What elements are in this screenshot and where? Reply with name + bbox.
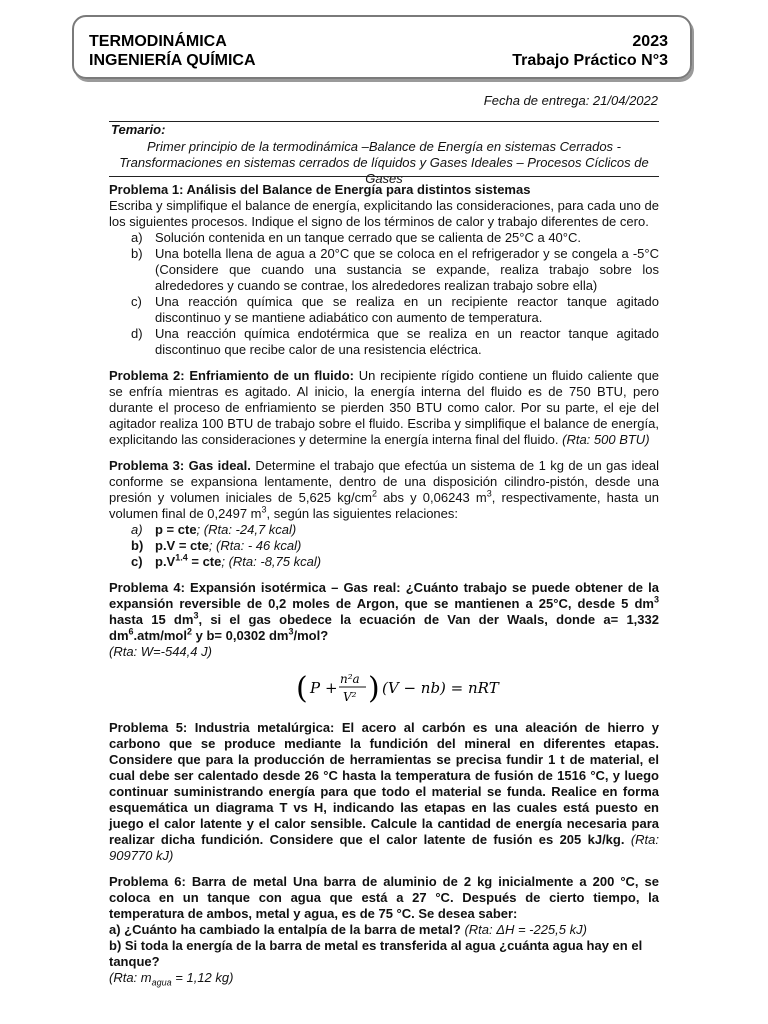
problem-6-statement [109,874,659,922]
list-item: c) $p.V^{1.4}$ = cte; (Rta: -8,75 kcal) [131,552,322,569]
problem-4 [109,580,659,710]
list-item: c) Una reacción química que se realiza en un recipiente reactor tanque agitado discontinuo y se mantiene adiabático con aumento de temperatura. [131,294,659,325]
equation-p: P [310,679,321,697]
problem-6-title: Problema 6: Barra de metal [109,874,287,889]
header-box [72,15,692,79]
assignment-title: Trabajo Práctico N°3 [512,52,668,69]
divider-bottom [109,176,659,177]
problem-5-text: El acero al carbón es una aleación de hierro y carbono que se produce mediante la fundición del mineral en diferentes etapas. Considere que para la producción de herramientas se precisa fundir 1 t de material, el cual debe ser calentado desde 26 °C hasta la temperatura de fusión de 1516 °C, y luego continuar suministrando energía para que todo el material se funda. Realice en forma esquemática un diagrama T vs H, indicando las etapas en las cuales está puesto en juego el calor latente y el calor sensible. Calcule la cantidad de energía necesaria para realizar dicha fundición. Considere que el calor latente de fusión es 205 kJ/kg. [109,720,659,847]
problem-1 [109,182,659,358]
temario-text: Primer principio de la termodinámica –Balance de Energía en sistemas Cerrados - Transformaciones en sistemas cerrados de líquidos y Gases Ideales – Procesos Cíclicos de Gases [119,139,649,186]
problem-6-text: Una barra de aluminio de 2 kg inicialmente a 200 °C, se coloca en un tanque con agua que está a 27 °C. Después de cierto tiempo, la temperatura de ambos, metal y agua, es de 75 °C. Se desea saber: [109,874,659,921]
problem-3-title: Problema 3: Gas ideal. [109,458,251,473]
problem-4-title: Problema 4: Expansión isotérmica – Gas real: [109,580,401,595]
problem-2-title: Problema 2: Enfriamiento de un fluido: [109,368,354,383]
career-title: INGENIERÍA QUÍMICA [89,52,256,69]
year: 2023 [632,33,668,50]
problem-5 [109,720,659,864]
delivery-date: Fecha de entrega: 21/04/2022 [483,93,658,108]
equation-numerator: n²a [340,672,360,686]
problem-2-answer: (Rta: 500 BTU) [562,432,650,447]
problems [109,182,659,1001]
list-item: d) Una reacción química endotérmica que se realiza en un reactor tanque agitado discontinuo que recibe calor de una resistencia eléctrica. [131,326,659,357]
problem-2 [109,368,659,448]
problem-6 [109,874,659,991]
equation-paren-open: ( [296,671,308,706]
problem-2-text: Un recipiente rígido contiene un fluido caliente que se enfría mientras es agitado. Al inicio, la energía interna del fluido es de 750 BTU, pero durante el proceso de enfriamiento se pierden 350 BTU como calor. Por su parte, el eje del agitador realiza 100 BTU de trabajo sobre el fluido. Escriba y simplifique el balance de energía, explicitando las consideraciones y determine la energía interna final del fluido. [109,368,659,447]
problem-4-answer: (Rta: W=-544,4 J) [109,644,212,659]
problem-6-question-a: a) ¿Cuánto ha cambiado la entalpía de la barra de metal? (Rta: ΔH = -225,5 kJ) [109,922,587,937]
problem-1-list [109,230,659,358]
problem-6-question-b: b) Si toda la energía de la barra de metal es transferida al agua ¿cuánta agua hay en el tanque? [109,938,643,969]
equation-paren-close: ) [368,671,380,706]
problem-3 [109,458,659,570]
list-item: a) Solución contenida en un tanque cerrado que se calienta de 25°C a 40°C. [131,230,581,245]
problem-5-answer: (Rta: 909770 kJ) [109,832,659,863]
list-item: a) p = cte; (Rta: -24,7 kcal) [131,522,297,537]
problem-3-statement: Problema 3: Gas ideal. Determine el trabajo que efectúa un sistema de 1 kg de un gas ideal conforme se expansiona lentamente, dentro de una disposición cilindro-pistón, desde una presión y volumen iniciales de 5,625 $kg/cm^2$ abs y 0,06243 $m^3$, respectivamente, hasta un volumen final de 0,2497 $m^3$, según las siguientes relaciones: [109,458,660,521]
problem-1-intro: Escriba y simplifique el balance de energía, explicitando las consideraciones, para cada uno de los siguientes procesos. Indique el signo de los términos de calor y trabajo diferentes de cero. [109,198,659,229]
problem-5-title: Problema 5: Industria metalúrgica: [109,720,335,735]
divider-top [109,121,659,122]
equation-rhs: (V − nb) = nRT [382,679,499,697]
problem-6-answer-b: (Rta: $m_{agua} = 1,12$ kg) [109,970,234,988]
equation-denominator: V² [343,690,357,704]
list-item: b) Una botella llena de agua a 20°C que se coloca en el refrigerador y se congela a -5°C (Considere que cuando una sustancia se expande, realiza trabajo sobre los alrededores y cuando se contrae, los alrededores realizan trabajo sobre ella) [131,246,659,293]
subject-title: TERMODINÁMICA [89,33,227,50]
problem-4-statement: Problema 4: Expansión isotérmica – Gas real: ¿Cuánto trabajo se puede obtener de la expansión reversible de 0,2 moles de Argon, que se mantienen a 25°C, desde 5 $dm^3$ hasta 15 $dm^3$, si el gas obedece la ecuación de Van der Waals, donde a= 1,332 $dm^6.atm/mol^2$ y b= 0,0302 $dm^3$/mol? [109,580,659,643]
problem-3-list [109,522,659,570]
van-der-waals-equation [139,666,659,710]
list-item: b) p.V = cte; (Rta: - 46 kcal) [131,538,302,553]
temario-title: Temario: [111,122,166,137]
problem-1-title: Problema 1: Análisis del Balance de Energía para distintos sistemas [109,182,531,197]
equation-plus: + [325,679,338,697]
equation-svg [294,666,504,710]
